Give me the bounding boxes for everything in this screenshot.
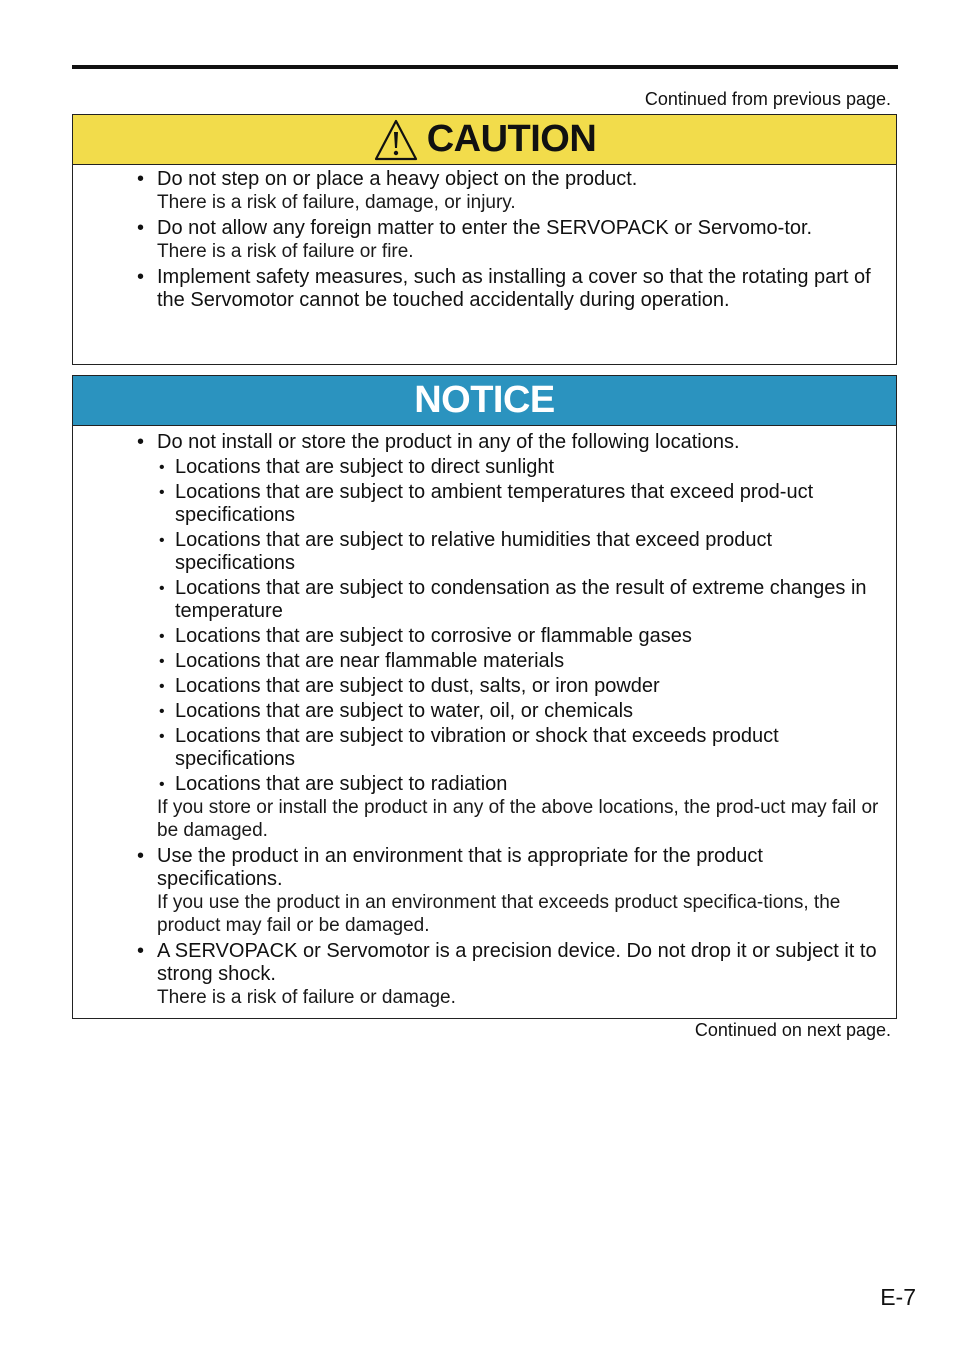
sub-bullet: • (159, 678, 165, 695)
bullet: • (137, 845, 145, 867)
caution-item (73, 217, 886, 240)
location-text: Locations that are subject to water, oil, or chemicals (175, 700, 634, 722)
sub-bullet: • (159, 459, 165, 476)
notice-item (73, 845, 886, 891)
caution-item-text: Do not allow any foreign matter to enter the SERVOPACK or Servomo-tor. (157, 217, 813, 239)
sub-bullet: • (159, 484, 165, 501)
notice-title: NOTICE (414, 379, 555, 421)
caution-header (73, 115, 896, 165)
location-item (73, 625, 886, 648)
caution-item-text: Do not step on or place a heavy object on the product. (157, 168, 638, 190)
bullet: • (137, 266, 145, 288)
notice-body (73, 426, 896, 1009)
location-item (73, 456, 886, 479)
notice-item-text: Use the product in an environment that is appropriate for the product specifications. (157, 845, 763, 890)
warning-triangle-icon (373, 118, 419, 162)
sub-bullet: • (159, 703, 165, 720)
caution-item-text: Implement safety measures, such as installing a cover so that the rotating part of the Servomotor cannot be touched accidentally during operation. (157, 266, 871, 311)
caution-box (72, 114, 897, 365)
notice-item (73, 940, 886, 986)
location-text: Locations that are subject to condensation as the result of extreme changes in temperature (175, 577, 867, 622)
bullet: • (137, 168, 145, 190)
sub-bullet: • (159, 776, 165, 793)
continued-on-label: Continued on next page. (694, 1020, 891, 1040)
sub-bullet: • (159, 653, 165, 670)
notice-note: If you use the product in an environment that exceeds product specifica-tions, the product may fail or be damaged. (157, 892, 841, 936)
sub-bullet: • (159, 532, 165, 549)
continued-from-label: Continued from previous page. (644, 89, 891, 109)
notice-note: If you store or install the product in any of the above locations, the prod-uct may fail or be damaged. (157, 797, 879, 841)
location-text: Locations that are subject to direct sunlight (175, 456, 555, 478)
location-text: Locations that are subject to corrosive or flammable gases (175, 625, 692, 647)
sub-bullet: • (159, 728, 165, 745)
caution-body (73, 165, 896, 312)
location-item (73, 577, 886, 623)
caution-item (73, 266, 886, 312)
notice-item-text: Do not install or store the product in any of the following locations. (157, 431, 740, 453)
location-item (73, 650, 886, 673)
location-item (73, 529, 886, 575)
location-text: Locations that are subject to relative humidities that exceed product specifications (175, 529, 773, 574)
location-text: Locations that are near flammable materials (175, 650, 565, 672)
sub-bullet: • (159, 628, 165, 645)
notice-item-text: A SERVOPACK or Servomotor is a precision device. Do not drop it or subject it to strong shock. (157, 940, 877, 985)
location-text: Locations that are subject to dust, salts, or iron powder (175, 675, 660, 697)
location-item (73, 700, 886, 723)
location-text: Locations that are subject to radiation (175, 773, 508, 795)
location-text: Locations that are subject to vibration or shock that exceeds product specifications (175, 725, 779, 770)
bullet: • (137, 940, 145, 962)
bullet: • (137, 217, 145, 239)
location-item (73, 773, 886, 796)
page-number: E-7 (880, 1284, 916, 1310)
notice-header (73, 376, 896, 426)
location-item (73, 725, 886, 771)
bullet: • (137, 431, 145, 453)
notice-note: There is a risk of failure or damage. (157, 987, 456, 1008)
sub-bullet: • (159, 580, 165, 597)
location-item (73, 675, 886, 698)
caution-item (73, 168, 886, 191)
location-item (73, 481, 886, 527)
notice-box (72, 375, 897, 1019)
notice-item (73, 431, 886, 454)
caution-note: There is a risk of failure, damage, or injury. (157, 192, 516, 213)
top-rule (72, 65, 898, 69)
caution-title: CAUTION (426, 118, 597, 160)
location-text: Locations that are subject to ambient temperatures that exceed prod-uct specifications (175, 481, 814, 526)
caution-note: There is a risk of failure or fire. (157, 241, 414, 262)
